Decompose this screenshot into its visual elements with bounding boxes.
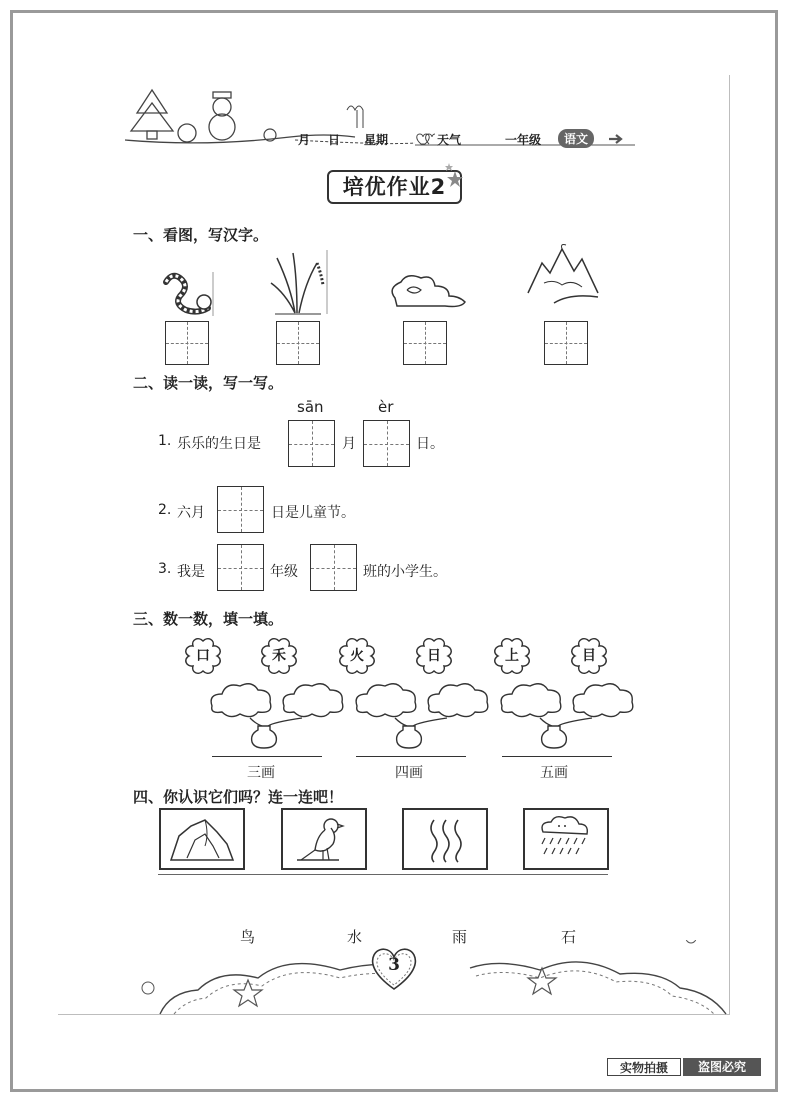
answer-grid-3[interactable]	[217, 486, 264, 533]
water-picture[interactable]	[402, 808, 488, 870]
heart-icon	[415, 132, 437, 146]
worksheet-title: 培优作业2	[327, 170, 462, 204]
item-3-text-mid: 年级	[270, 564, 298, 580]
item-2-text-after: 日是儿童节。	[271, 505, 355, 521]
rock-picture[interactable]	[159, 808, 245, 870]
answer-line-3	[502, 756, 612, 757]
rice-plant-image	[265, 248, 331, 318]
char-flower-6[interactable]	[570, 637, 608, 675]
subject-badge: 语文	[558, 129, 594, 148]
answer-grid-4[interactable]	[217, 544, 264, 591]
word-bird[interactable]: 鸟	[240, 928, 256, 946]
page-number: 3	[388, 955, 400, 975]
answer-grid-2[interactable]	[363, 420, 410, 467]
char-flower-label: 日	[427, 648, 441, 664]
writing-grid-4[interactable]	[544, 321, 588, 365]
picture-baseline	[158, 874, 608, 875]
word-rock[interactable]: 石	[561, 928, 577, 946]
header-month: 月	[298, 133, 311, 147]
rock-image	[161, 810, 243, 868]
char-flower-label: 禾	[272, 648, 286, 664]
char-flower-label: 口	[196, 648, 210, 664]
char-flower-5[interactable]	[493, 637, 531, 675]
cloud-image	[385, 270, 467, 310]
header-weather: 天气	[437, 133, 462, 147]
word-rain[interactable]: 雨	[452, 928, 468, 946]
header-grade: 一年级	[505, 133, 542, 147]
snowman-icon	[209, 92, 235, 140]
arrow-right-icon	[608, 133, 626, 145]
char-flower-label: 上	[505, 648, 519, 664]
char-flower-1[interactable]	[184, 637, 222, 675]
answer-line-2	[356, 756, 466, 757]
item-1-number: 1.	[158, 433, 172, 449]
writing-grid-3[interactable]	[403, 321, 447, 365]
stamp-left: 实物拍摄	[607, 1058, 681, 1076]
stroke-label-3: 三画	[247, 765, 275, 781]
pinyin-san: sān	[297, 398, 324, 416]
star-icon	[443, 163, 467, 193]
bird-image	[283, 810, 365, 868]
char-flower-3[interactable]	[338, 637, 376, 675]
bird-picture[interactable]	[281, 808, 367, 870]
item-1-text-before: 乐乐的生日是	[177, 436, 261, 452]
flowerpot-image-1	[208, 680, 348, 754]
christmas-tree-icon	[131, 90, 173, 139]
pinyin-er: èr	[378, 398, 394, 416]
writing-grid-1[interactable]	[165, 321, 209, 365]
item-3-text-after: 班的小学生。	[363, 564, 447, 580]
section-3-heading: 三、数一数，填一填。	[133, 610, 284, 628]
item-3-number: 3.	[158, 561, 172, 577]
char-flower-label: 目	[582, 648, 596, 664]
water-image	[404, 810, 486, 868]
section-1-heading: 一、看图，写汉字。	[133, 226, 269, 244]
flowerpot-image-3	[498, 680, 638, 754]
header-weekday: 星期	[364, 133, 389, 147]
char-flower-2[interactable]	[260, 637, 298, 675]
section-2-heading: 二、读一读，写一写。	[133, 374, 284, 392]
item-2-number: 2.	[158, 502, 172, 518]
rain-image	[525, 810, 607, 868]
ornament-icon	[178, 124, 196, 142]
word-water[interactable]: 水	[347, 928, 363, 946]
section-4-heading: 四、你认识它们吗？连一连吧！	[133, 788, 344, 806]
stamp-right: 盗图必究	[683, 1058, 761, 1076]
stroke-label-5: 五画	[540, 765, 568, 781]
mountain-image	[524, 243, 604, 311]
item-2-text-before: 六月	[177, 505, 205, 521]
flowerpot-image-2	[353, 680, 493, 754]
silkworm-image	[158, 262, 216, 318]
footer-cloud-decoration	[140, 940, 730, 1015]
char-flower-4[interactable]	[415, 637, 453, 675]
writing-grid-2[interactable]	[276, 321, 320, 365]
answer-grid-5[interactable]	[310, 544, 357, 591]
item-3-text-before: 我是	[177, 564, 205, 580]
item-1-text-mid: 月	[342, 436, 356, 452]
char-flower-label: 火	[350, 648, 364, 664]
answer-line-1	[212, 756, 322, 757]
rain-picture[interactable]	[523, 808, 609, 870]
header-day: 日	[328, 133, 341, 147]
stroke-label-4: 四画	[395, 765, 423, 781]
star-icon	[528, 968, 556, 994]
answer-grid-1[interactable]	[288, 420, 335, 467]
item-1-text-after: 日。	[416, 436, 444, 452]
